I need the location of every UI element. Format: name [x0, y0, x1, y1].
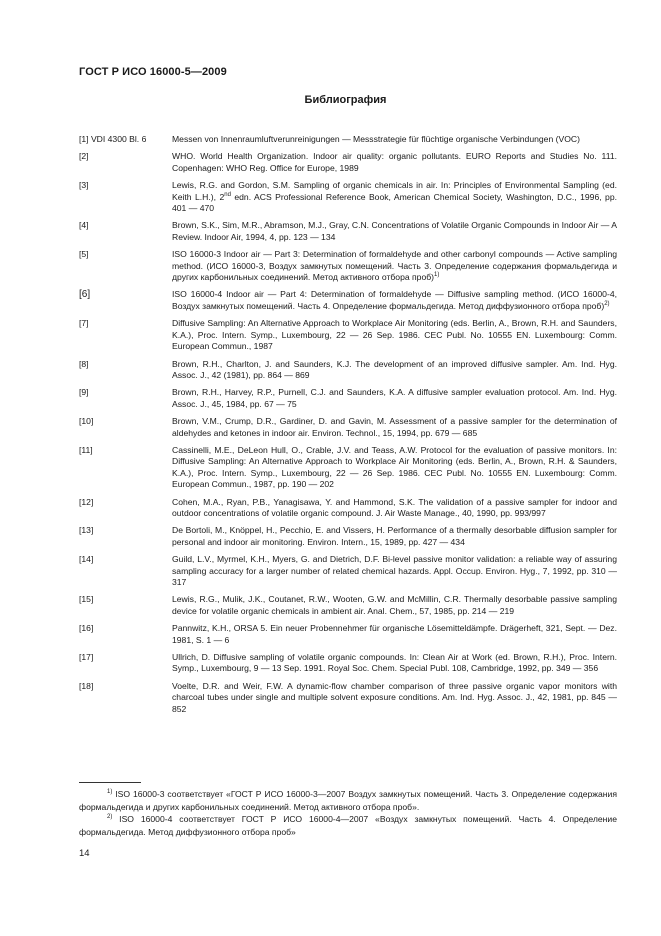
footnote	[79, 788, 617, 813]
bibliography-entry	[79, 497, 617, 520]
bibliography-entry	[79, 387, 617, 410]
reference-text-part: edn. ACS Professional Reference Book, American Chemical Society, Washington, D.C., 1996, pp. 401 — 470	[172, 191, 617, 214]
reference-text: Voelte, D.R. and Weir, F.W. A dynamic-flow chamber comparison of three passive organic vapor monitors with charcoal tubes under single and multiple solvent exposure conditions. Am. Ind. Hyg. Assoc. J., 42, 1981, pp. 845 — 852	[172, 680, 617, 714]
bibliography-entry	[79, 249, 617, 283]
bibliography-entry	[79, 525, 617, 548]
bibliography-entry	[79, 289, 617, 312]
page-title: Библиография	[304, 94, 387, 106]
footnote-text: ISO 16000-4 соответствует ГОСТ Р ИСО 16000-4—2007 «Воздух замкнутых помещений. Часть 4. Определение формальдегида. Метод диффузионного отбора проб»	[79, 814, 617, 837]
bibliography-entry	[79, 318, 617, 352]
reference-number: [2]	[79, 151, 89, 162]
bibliography-entry	[79, 220, 617, 243]
reference-text: Messen von Innenraumluftverunreinigungen — Messstrategie für flüchtige organische Verbindungen (VOC)	[172, 134, 580, 144]
reference-number: [18]	[79, 680, 94, 691]
reference-number: [7]	[79, 318, 89, 329]
bibliography-entry	[79, 623, 617, 646]
reference-number: [17]	[79, 652, 94, 663]
reference-number: [15]	[79, 594, 94, 605]
reference-number: [10]	[79, 416, 94, 427]
bibliography-entry	[79, 134, 617, 145]
reference-text: Brown, R.H., Harvey, R.P., Purnell, C.J. and Saunders, K.A. A diffusive sampler evaluation protocol. Am. Ind. Hyg. Assoc. J., 45, 1984, pp. 67 — 75	[172, 387, 617, 409]
bibliography-entry	[79, 594, 617, 617]
reference-text	[172, 249, 617, 283]
footnotes	[79, 788, 617, 838]
reference-number: [13]	[79, 525, 94, 536]
reference-text: Guild, L.V., Myrmel, K.H., Myers, G. and Dietrich, D.F. Bi-level passive monitor validation: a reliable way of assuring sampling accuracy for a larger number of related chemical hazards. Appl. Occup. Environ. Hyg., 7, 1992, pp. 310 — 317	[172, 554, 617, 587]
reference-text: Brown, S.K., Sim, M.R., Abramson, M.J., Gray, C.N. Concentrations of Volatile Organic Compounds in Indoor Air — A Review. Indoor Air, 1994, 4, pp. 123 — 134	[172, 220, 617, 242]
footnote-mark: 2)	[107, 814, 113, 821]
bibliography-entry	[79, 681, 617, 715]
reference-number: [6]	[79, 289, 91, 301]
reference-number: [8]	[79, 358, 89, 369]
bibliography-entry	[79, 151, 617, 174]
reference-text: Brown, V.M., Crump, D.R., Gardiner, D. and Gavin, M. Assessment of a passive sampler for the determination of aldehydes and ketones in indoor air. Environ. Technol., 15, 1994, pp. 679 — 685	[172, 416, 617, 438]
reference-text: Cassinelli, M.E., DeLeon Hull, O., Crable, J.V. and Teass, A.W. Protocol for the evaluation of passive monitors. In: Diffusive Sampling: An Alternative Approach to Workplace Air Monitoring (eds. Berlin, A., Brown, R.H. & Saunders, K.A.), Proc. Intern. Symp., Luxembourg, 22 — 26 Sep. 1986. CEC Publ. No. 10555 EN. Luxembourg: Comm. European Commun., 1987, pp. 190 — 202	[172, 444, 617, 490]
superscript-mark: 1)	[434, 272, 440, 279]
footnote-divider	[79, 782, 141, 783]
reference-number: [11]	[79, 444, 93, 455]
reference-text: Brown, R.H., Charlton, J. and Saunders, K.J. The development of an improved diffusive sampler. Am. Ind. Hyg. Assoc. J., 42 (1981), pp. 864 — 869	[172, 358, 617, 380]
reference-text: De Bortoli, M., Knöppel, H., Pecchio, E. and Vissers, H. Performance of a thermally desorbable diffusion sampler for personal and indoor air monitoring. Environ. Intern., 15, 1989, pp. 427 — 434	[172, 525, 617, 547]
reference-text-part: ISO 16000-4 Indoor air — Part 4: Determination of formaldehyde — Diffusive sampling method. (ИСО 16000-4, Воздух замкнутых помещений. Часть 4. Определение формальдегида. Метод диффузионного отбора проб)	[172, 289, 617, 311]
reference-text	[172, 180, 617, 214]
document-header: ГОСТ Р ИСО 16000-5—2009	[79, 66, 227, 78]
superscript-mark: 2)	[604, 301, 610, 308]
bibliography-entry	[79, 445, 617, 491]
reference-number: [1] VDI 4300 Bl. 6	[79, 134, 147, 144]
reference-number: [9]	[79, 387, 89, 398]
reference-number: [16]	[79, 623, 94, 634]
bibliography-entry	[79, 180, 617, 214]
footnote-text: ISO 16000-3 соответствует «ГОСТ Р ИСО 16000-3—2007 Воздух замкнутых помещений. Часть 3. Определение содержания формальдегида и других карбонильных соединений. Метод активного отбора проб».	[79, 789, 617, 812]
reference-number: [12]	[79, 496, 94, 507]
reference-text: Lewis, R.G., Mulik, J.K., Coutanet, R.W., Wooten, G.W. and McMillin, C.R. Thermally desorbable passive sampling device for volatile organic chemicals in ambient air. Anal. Chem., 57, 1985, pp. 214 — 219	[172, 594, 617, 616]
reference-text: Diffusive Sampling: An Alternative Approach to Workplace Air Monitoring (eds. Berlin, A., Brown, R.H. and Saunders, K.A.), Proc. Intern. Symp., Luxembourg, 22 — 26 Sep. 1986. CEC Publ. No. 10555 EN. Luxembourg: Comm. European Commun., 1987	[172, 318, 617, 352]
bibliography-entry	[79, 554, 617, 588]
bibliography-list	[79, 134, 617, 721]
footnote-mark: 1)	[107, 789, 113, 796]
bibliography-entry	[79, 652, 617, 675]
reference-text-part: ISO 16000-3 Indoor air — Part 3: Determination of formaldehyde and other carbonyl compounds — Active sampling method. (ИСО 16000-3, Воздух замкнутых помещений. Часть 3. Определение содержания формальдегида и других карбонильных соединений. Метод активного отбора проб)	[172, 249, 617, 283]
reference-number: [3]	[79, 180, 89, 191]
reference-text: Ullrich, D. Diffusive sampling of volatile organic compounds. In: Clean Air at Work (ed. Brown, R.H.), Proc. Intern. Symp., Luxembourg, 9 — 13 Sep. 1991. Royal Soc. Chem. Special Publ. 108, Cambridge, 1992, pp. 349 — 356	[172, 652, 617, 674]
superscript-mark: nd	[224, 191, 231, 198]
bibliography-entry	[79, 416, 617, 439]
footnote	[79, 813, 617, 838]
reference-text	[172, 289, 617, 312]
reference-number: [14]	[79, 554, 94, 565]
reference-text: Pannwitz, K.H., ORSA 5. Ein neuer Probennehmer für organische Lösemitteldämpfe. Drägerheft, 321, Sept. — Dez. 1981, S. 1 — 6	[172, 623, 617, 645]
reference-text-part: Lewis, R.G. and Gordon, S.M. Sampling of organic chemicals in air. In: Principles of Environmental Sampling (ed. Keith L.H.), 2	[172, 180, 617, 202]
bibliography-entry	[79, 359, 617, 382]
reference-number: [5]	[79, 249, 89, 260]
reference-number: [4]	[79, 220, 89, 231]
reference-text: Cohen, M.A., Ryan, P.B., Yanagisawa, Y. and Hammond, S.K. The validation of a passive sampler for indoor and outdoor concentrations of volatile organic compound. J. Air Waste Manage., 40, 1990, pp. 993/997	[172, 496, 617, 518]
page-number: 14	[79, 848, 90, 859]
reference-text: WHO. World Health Organization. Indoor air quality: organic pollutants. EURO Reports and Studies No. 111. Copenhagen: WHO Reg. Office for Europe, 1989	[172, 151, 617, 173]
